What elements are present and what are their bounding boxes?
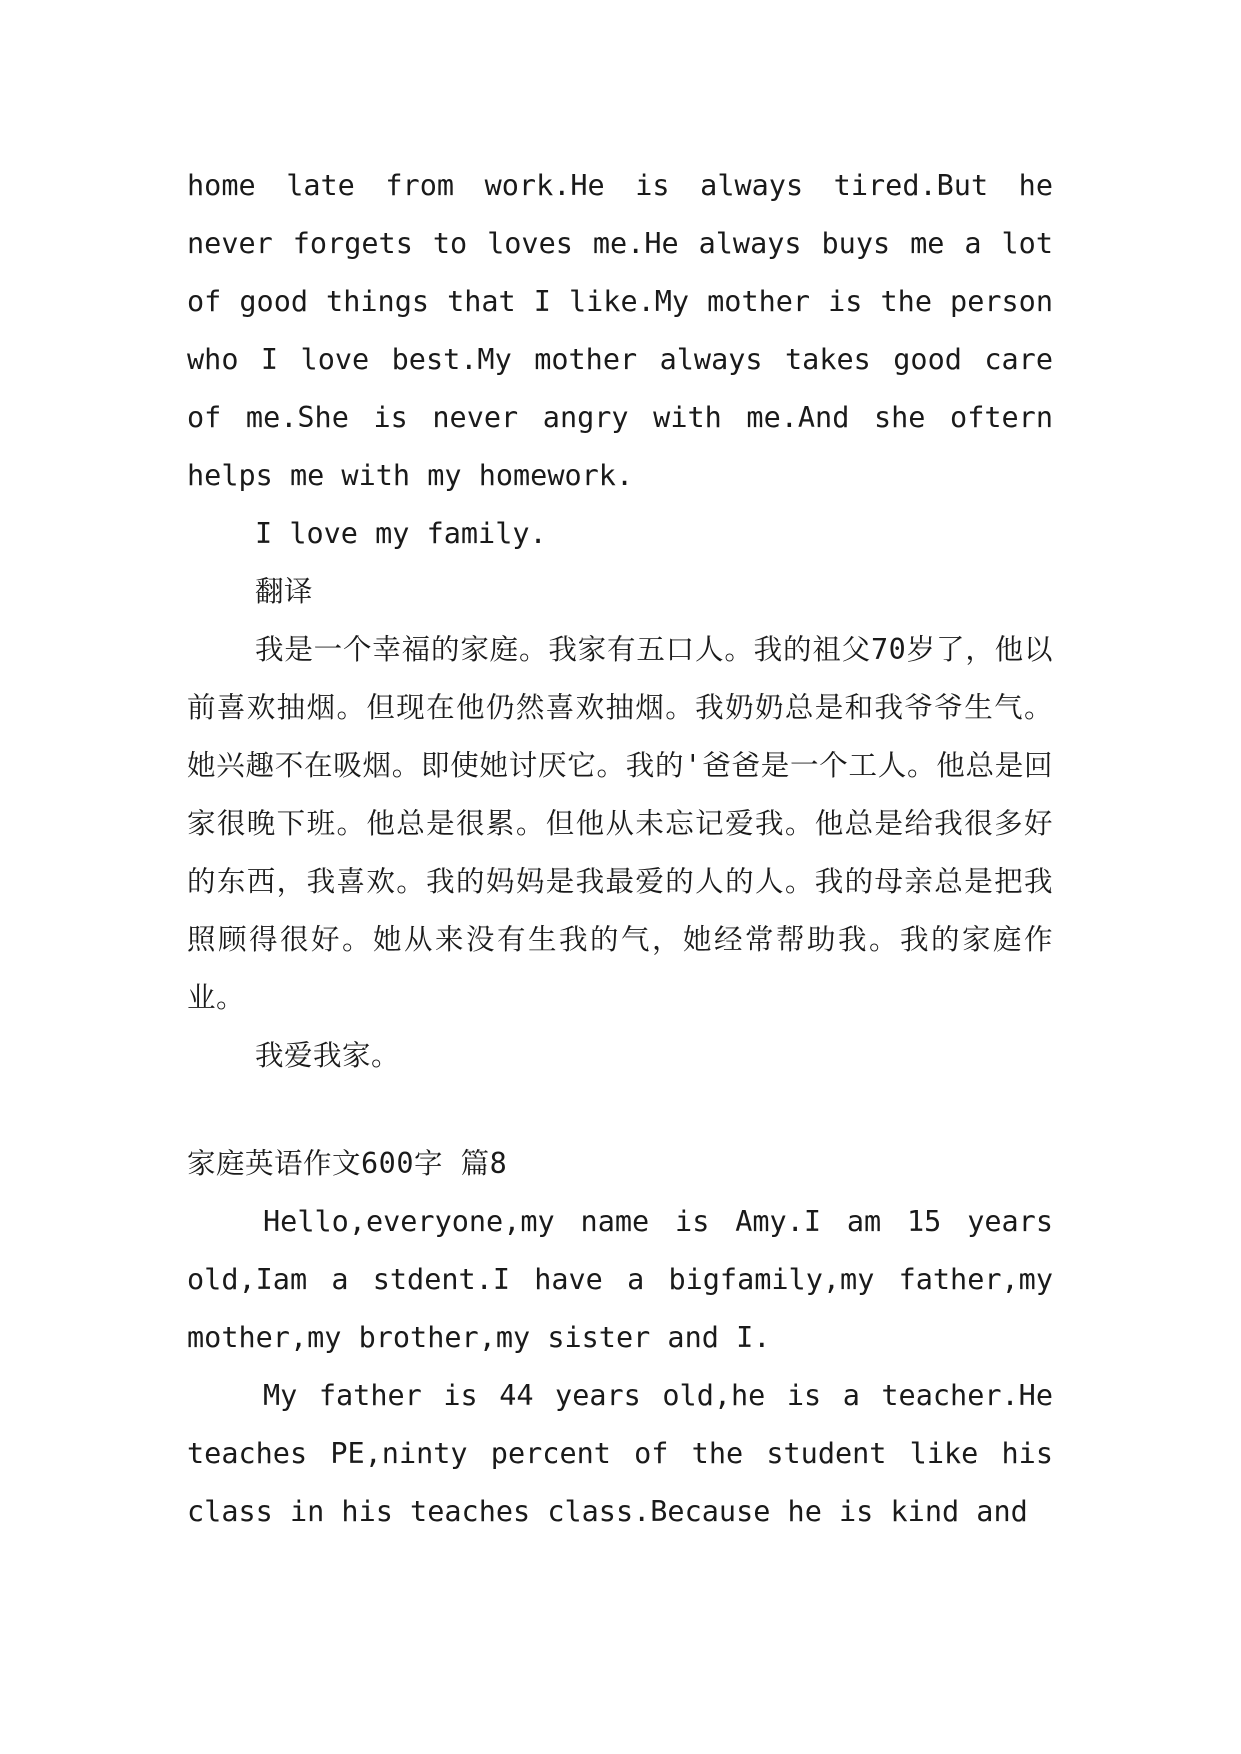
paragraph-chinese-translation: 我是一个幸福的家庭。我家有五口人。我的祖父70岁了，他以前喜欢抽烟。但现在他仍然喜欢抽烟。我奶奶总是和我爷爷生气。她兴趣不在吸烟。即使她讨厌它。我的'爸爸是一个工人。他总是回家很晚下班。他总是很累。但他从未忘记爱我。他总是给我很多好的东西，我喜欢。我的妈妈是我最爱的人的人。我的母亲总是把我照顾得很好。她从来没有生我的气，她经常帮助我。我的家庭作业。: [187, 633, 1053, 1014]
paragraph-love-family: I love my family.: [255, 517, 547, 550]
translation-label: 翻译: [255, 575, 314, 608]
paragraph-chinese-closing: 我爱我家。: [255, 1039, 401, 1072]
section-heading: 家庭英语作文600字 篇8: [187, 1147, 508, 1180]
paragraph-father: My father is 44 years old,he is a teacher.He teaches PE,ninty percent of the student like his class in his teaches class.Because he is kind and: [187, 1379, 1053, 1528]
document-page: [187, 157, 1053, 1541]
paragraph-english-continued: home late from work.He is always tired.But he never forgets to loves me.He always buys me a lot of good things that I like.My mother is the person who I love best.My mother always takes good care of me.She is never angry with me.And she oftern helps me with my homework.: [187, 169, 1053, 492]
paragraph-introduction: Hello,everyone,my name is Amy.I am 15 years old,Iam a stdent.I have a bigfamily,my father,my mother,my brother,my sister and I.: [187, 1205, 1053, 1354]
